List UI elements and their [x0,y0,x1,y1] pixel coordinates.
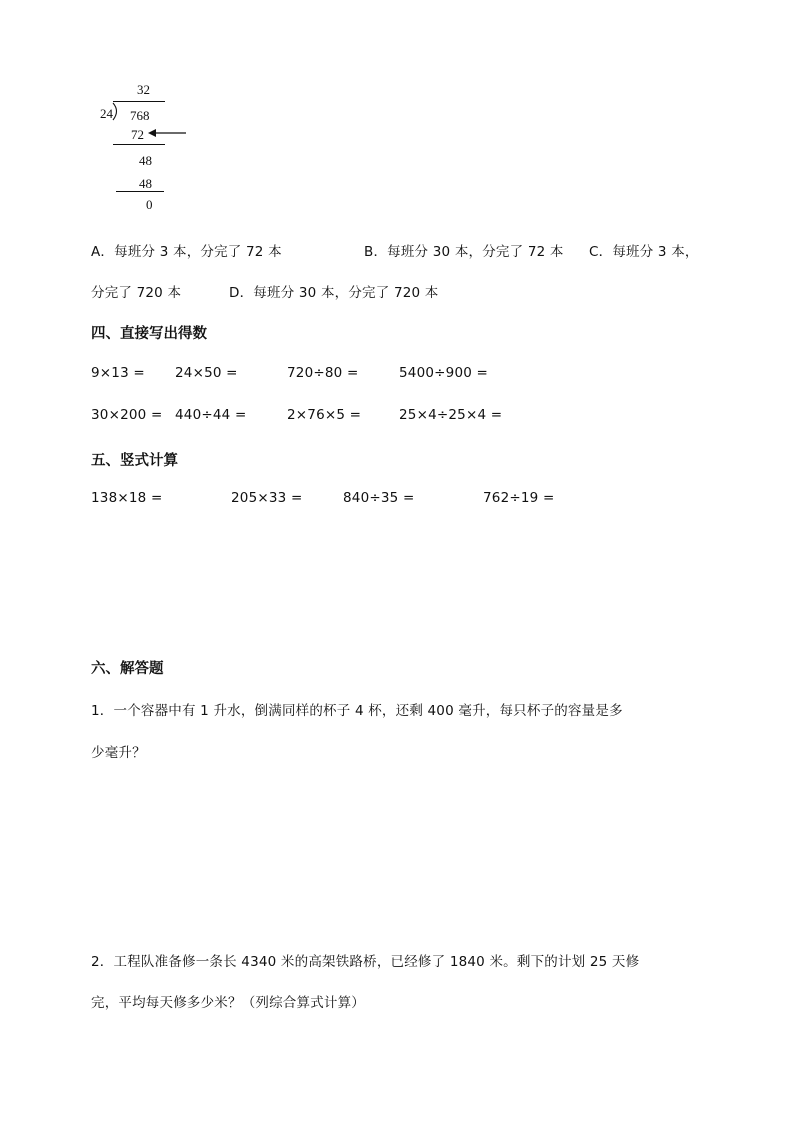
s4-r1-item4: 5400÷900 = [399,365,489,381]
choice-c-part2: 分完了 720 本 [91,285,182,301]
s4-r2-item2: 440÷44 = [175,407,247,423]
division-step2-product: 48 [139,176,152,191]
division-rule-1 [113,144,165,145]
section6-title: 六、解答题 [91,661,164,677]
division-quotient: 32 [137,82,150,97]
s4-r2-item3: 2×76×5 = [287,407,362,423]
s4-r2-item1: 30×200 = [91,407,163,423]
choice-d: D．每班分 30 本，分完了 720 本 [229,285,439,301]
s4-r1-item3: 720÷80 = [287,365,359,381]
division-divisor: 24 [100,106,113,121]
s4-r1-item2: 24×50 = [175,365,238,381]
section4-title: 四、直接写出得数 [91,326,207,342]
arrow-left-icon [148,127,188,139]
q2-line1: 2．工程队准备修一条长 4340 米的高架铁路桥，已经修了 1840 米。剩下的计划 25 天修 [91,954,640,970]
section5-title: 五、竖式计算 [91,453,178,469]
s5-item4: 762÷19 = [483,490,555,506]
division-final-remainder: 0 [146,197,153,212]
division-step1-product: 72 [131,127,144,142]
choice-a: A．每班分 3 本，分完了 72 本 [91,244,282,260]
s5-item3: 840÷35 = [343,490,415,506]
division-bracket-icon [111,102,121,122]
q1-line2: 少毫升？ [91,745,146,761]
choice-c-part1: C．每班分 3 本， [589,244,699,260]
choice-b: B．每班分 30 本，分完了 72 本 [364,244,564,260]
s5-item2: 205×33 = [231,490,303,506]
division-dividend: 768 [130,108,150,123]
q2-line2: 完，平均每天修多少米？（列综合算式计算） [91,995,365,1011]
division-rule-2 [116,191,164,192]
s4-r1-item1: 9×13 = [91,365,145,381]
division-step2-remainder: 48 [139,153,152,168]
s5-item1: 138×18 = [91,490,163,506]
q1-line1: 1．一个容器中有 1 升水，倒满同样的杯子 4 杯，还剩 400 毫升，每只杯子的容量是多 [91,703,623,719]
s4-r2-item4: 25×4÷25×4 = [399,407,503,423]
